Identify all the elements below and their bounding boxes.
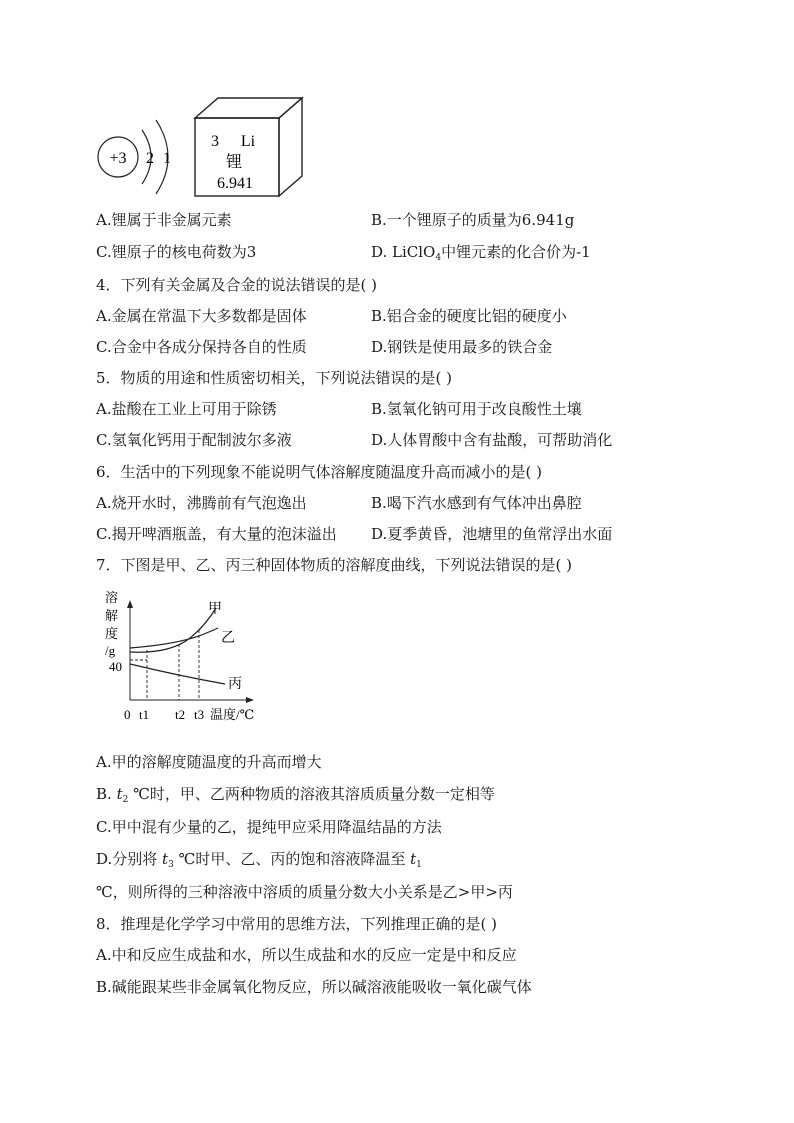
q8-option-b: B.碱能跟某些非金属氧化物反应，所以碱溶液能吸收一氧化碳气体 bbox=[96, 978, 532, 996]
q7-option-d bbox=[96, 849, 422, 875]
q5-option-b: B.氢氧化钠可用于改良酸性土壤 bbox=[371, 400, 582, 418]
element-name: 锂 bbox=[225, 154, 243, 171]
series-label-yi: 乙 bbox=[221, 631, 235, 646]
q5-stem: 5．物质的用途和性质密切相关，下列说法错误的是( ) bbox=[96, 369, 453, 387]
q7-option-b-sub: 2 bbox=[122, 795, 129, 805]
q7-option-d-mid: ℃时甲、乙、丙的饱和溶液降温至 bbox=[173, 850, 411, 868]
q6-option-d: D.夏季黄昏，池塘里的鱼常浮出水面 bbox=[371, 525, 613, 543]
q6-option-a: A.烧开水时，沸腾前有气泡逸出 bbox=[96, 494, 307, 512]
q7-option-d-var2: t bbox=[410, 850, 417, 868]
x-axis-arrow bbox=[246, 697, 254, 703]
q3-option-d-suffix: 中锂元素的化合价为-1 bbox=[441, 243, 591, 261]
q6-option-c: C.揭开啤酒瓶盖，有大量的泡沫溢出 bbox=[96, 525, 337, 543]
q8-stem: 8．推理是化学学习中常用的思维方法，下列推理正确的是( ) bbox=[96, 915, 498, 933]
q3-option-d-prefix: D. LiClO bbox=[371, 243, 436, 261]
curve-bing bbox=[130, 664, 225, 684]
q5-option-d: D.人体胃酸中含有盐酸，可帮助消化 bbox=[371, 431, 613, 449]
y-label-char-3: 度 bbox=[105, 626, 119, 641]
y-axis-arrow bbox=[127, 600, 133, 608]
q7-option-d-var: t bbox=[162, 850, 169, 868]
solubility-chart bbox=[100, 588, 270, 728]
y-label-char-1: 溶 bbox=[105, 590, 119, 605]
element-atomic-mass: 6.941 bbox=[217, 175, 253, 192]
q5-option-a: A.盐酸在工业上可用于除锈 bbox=[96, 400, 277, 418]
element-symbol: Li bbox=[240, 133, 256, 150]
element-atomic-number: 3 bbox=[211, 133, 219, 150]
q7-option-b bbox=[96, 784, 495, 810]
q6-option-b: B.喝下汽水感到有气体冲出鼻腔 bbox=[371, 494, 582, 512]
q3-option-d bbox=[371, 242, 591, 268]
q6-stem: 6．生活中的下列现象不能说明气体溶解度随温度升高而减小的是( ) bbox=[96, 463, 543, 481]
y-label-char-4: /g bbox=[105, 643, 116, 658]
series-label-jia: 甲 bbox=[208, 602, 222, 617]
q4-option-b: B.铝合金的硬度比铝的硬度小 bbox=[371, 307, 567, 325]
element-cell-top bbox=[195, 98, 302, 118]
element-cell-side bbox=[279, 98, 302, 196]
y-label bbox=[105, 590, 118, 658]
x-tick-0: 0 bbox=[124, 707, 131, 722]
q7-option-d-sub2: 1 bbox=[416, 860, 422, 870]
q7-option-d-line2: ℃，则所得的三种溶液中溶质的质量分数大小关系是乙>甲>丙 bbox=[96, 883, 513, 901]
q5-option-c: C.氢氧化钙用于配制波尔多液 bbox=[96, 431, 292, 449]
q7-option-b-prefix: B. bbox=[96, 785, 117, 803]
y-tick-40: 40 bbox=[109, 659, 122, 674]
q4-option-c: C.合金中各成分保持各自的性质 bbox=[96, 338, 307, 356]
shell-1-electrons: 2 bbox=[146, 150, 154, 167]
x-label: 温度/℃ bbox=[210, 707, 255, 722]
y-label-char-2: 解 bbox=[105, 608, 119, 623]
q7-option-b-suffix: ℃时，甲、乙两种物质的溶液其溶质质量分数一定相等 bbox=[128, 785, 495, 803]
q3-option-b: B.一个锂原子的质量为6.941g bbox=[371, 211, 575, 229]
q3-option-a: A.锂属于非金属元素 bbox=[96, 211, 232, 229]
x-tick-t2: t2 bbox=[175, 707, 186, 722]
lithium-figure bbox=[90, 90, 320, 210]
q8-option-a: A.中和反应生成盐和水，所以生成盐和水的反应一定是中和反应 bbox=[96, 946, 517, 964]
q4-option-d: D.钢铁是使用最多的铁合金 bbox=[371, 338, 553, 356]
q7-option-a: A.甲的溶解度随温度的升高而增大 bbox=[96, 753, 322, 771]
curve-jia bbox=[130, 608, 216, 652]
q7-option-c: C.甲中混有少量的乙，提纯甲应采用降温结晶的方法 bbox=[96, 818, 442, 836]
nucleus-charge: +3 bbox=[109, 150, 127, 167]
series-label-bing: 丙 bbox=[228, 677, 242, 692]
q7-option-b-var: t bbox=[116, 785, 123, 803]
x-tick-t3: t3 bbox=[194, 707, 205, 722]
x-tick-t1: t1 bbox=[139, 707, 150, 722]
shell-2-electrons: 1 bbox=[163, 150, 171, 167]
q4-option-a: A.金属在常温下大多数都是固体 bbox=[96, 307, 307, 325]
q4-stem: 4．下列有关金属及合金的说法错误的是( ) bbox=[96, 276, 378, 294]
curve-yi bbox=[130, 628, 218, 648]
q3-option-d-subscript: 4 bbox=[435, 253, 442, 263]
q7-option-d-prefix: D.分别将 bbox=[96, 850, 163, 868]
q7-option-d-sub: 3 bbox=[168, 860, 174, 870]
q3-option-c: C.锂原子的核电荷数为3 bbox=[96, 243, 257, 261]
q7-stem: 7．下图是甲、乙、丙三种固体物质的溶解度曲线，下列说法错误的是( ) bbox=[96, 556, 573, 574]
